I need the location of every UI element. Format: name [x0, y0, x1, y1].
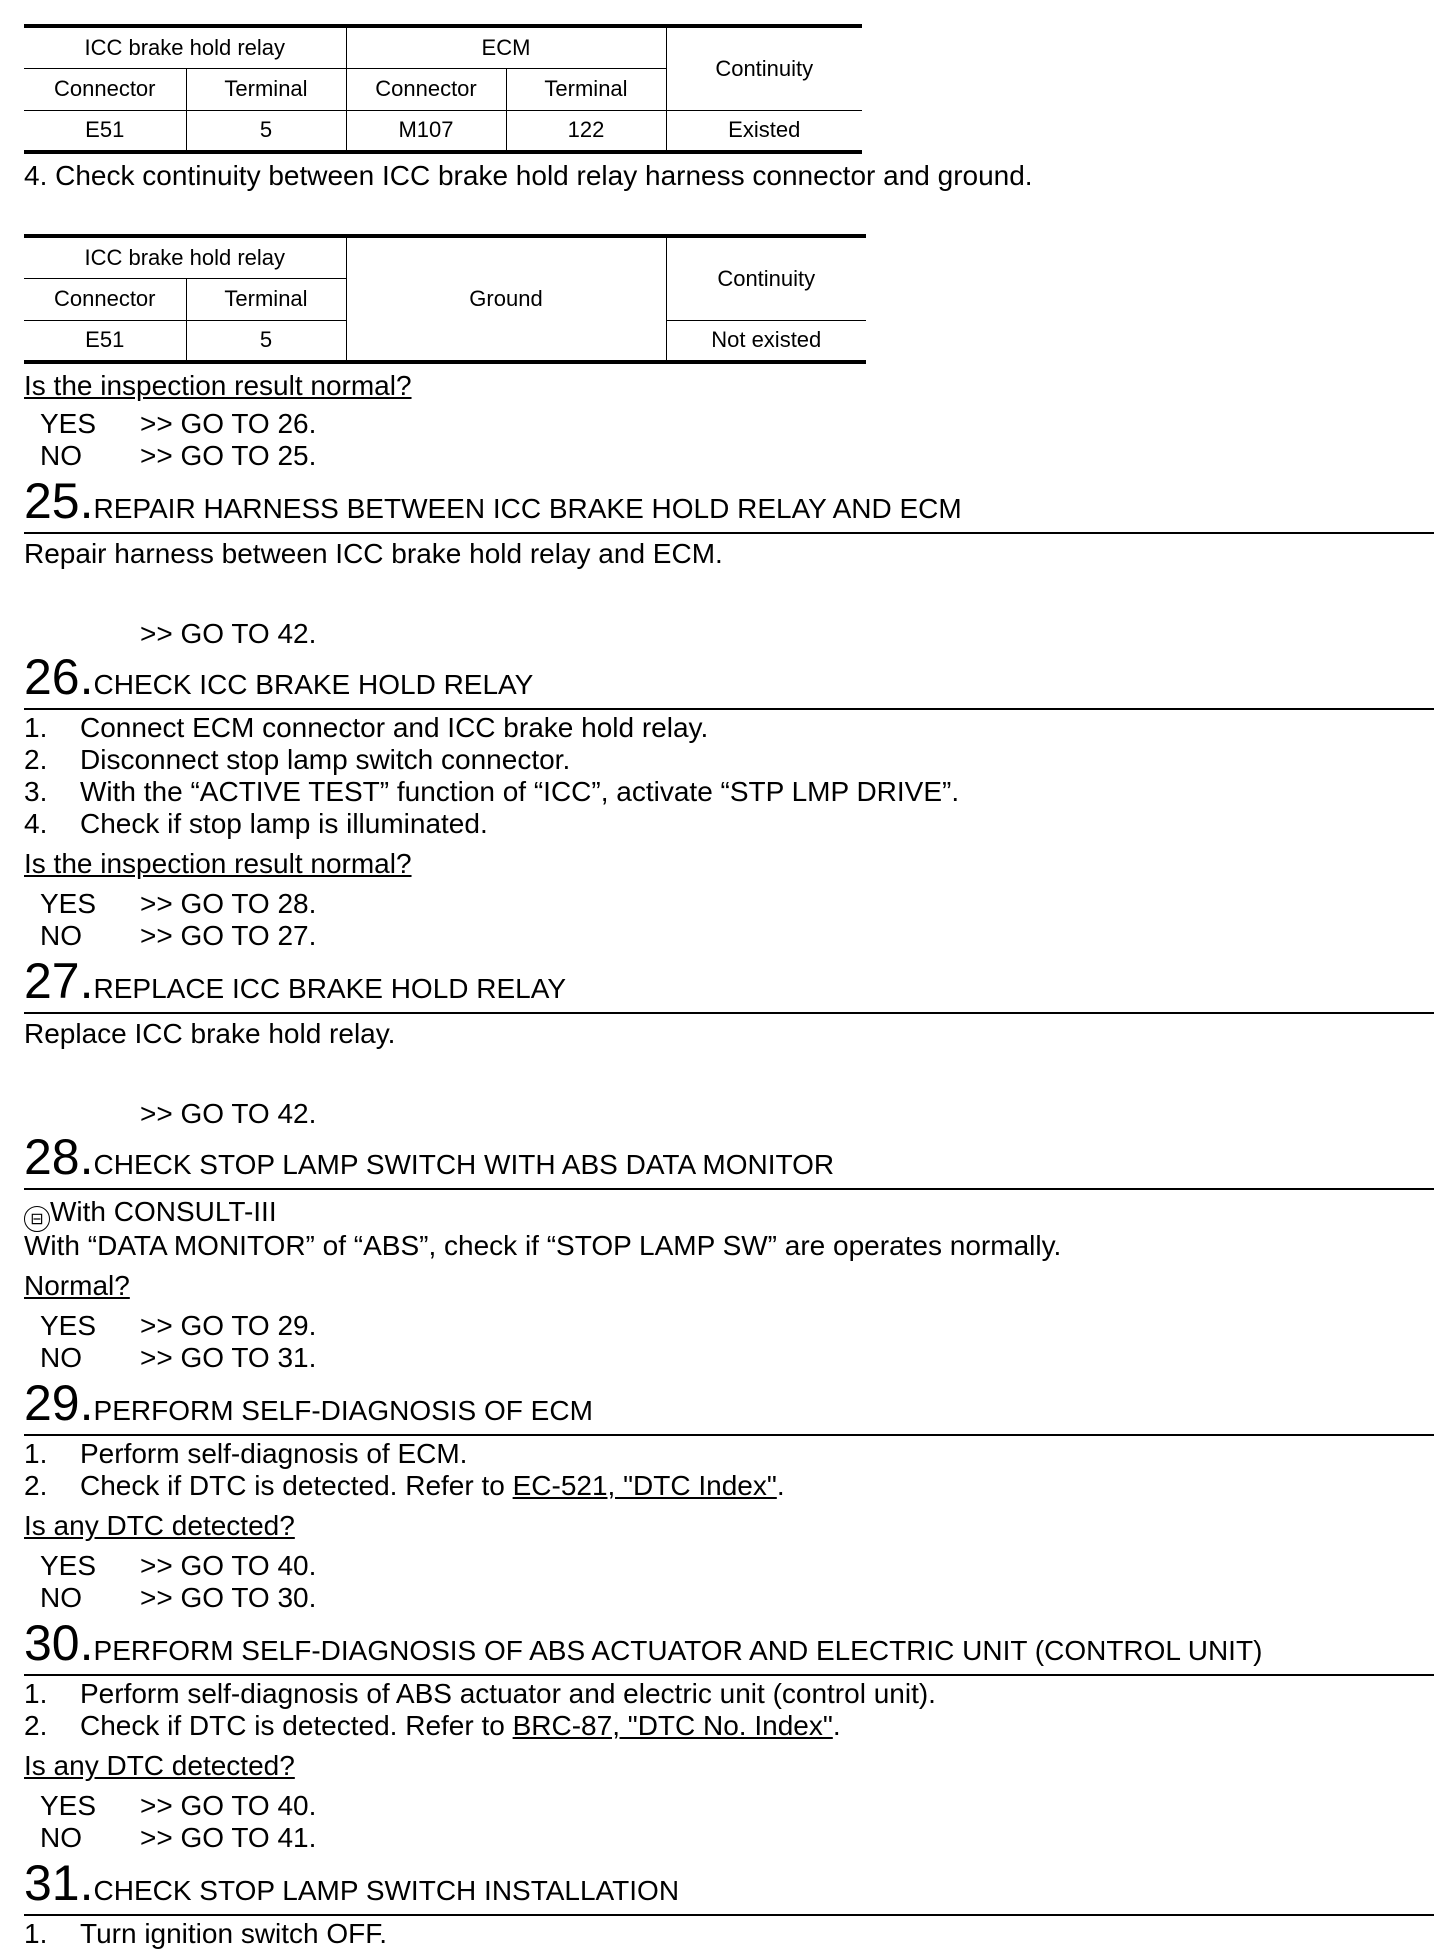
inspection-question: Is the inspection result normal?: [24, 848, 412, 879]
answer-yes: YES >> GO TO 40.: [40, 1550, 317, 1581]
dtc-question: Is any DTC detected?: [24, 1750, 295, 1781]
consult-icon: ⊟: [24, 1206, 50, 1232]
answer-yes: YES >> GO TO 40.: [40, 1790, 317, 1821]
divider: [24, 1674, 1434, 1676]
list-item: 2. Disconnect stop lamp switch connector.: [24, 744, 571, 775]
step-31-heading: 31.CHECK STOP LAMP SWITCH INSTALLATION: [24, 1855, 680, 1911]
cell-connector: E51: [24, 110, 186, 152]
divider: [24, 1434, 1434, 1436]
header-terminal: Terminal: [186, 278, 346, 320]
reference-link[interactable]: BRC-87, "DTC No. Index": [512, 1710, 833, 1741]
answer-no: NO >> GO TO 31.: [40, 1342, 317, 1373]
step-4-instruction: 4. Check continuity between ICC brake hold relay harness connector and ground.: [24, 160, 1033, 191]
step-25-heading: 25.REPAIR HARNESS BETWEEN ICC BRAKE HOLD RELAY AND ECM: [24, 473, 962, 529]
list-item: 1. Connect ECM connector and ICC brake hold relay.: [24, 712, 709, 743]
step-25-goto: >> GO TO 42.: [140, 618, 317, 649]
header-connector: Connector: [346, 68, 506, 110]
list-item: 2. Check if DTC is detected. Refer to EC-521, "DTC Index".: [24, 1470, 785, 1501]
step-27-heading: 27.REPLACE ICC BRAKE HOLD RELAY: [24, 953, 567, 1009]
answer-no: NO >> GO TO 25.: [40, 440, 317, 471]
divider: [24, 532, 1434, 534]
dtc-question: Is any DTC detected?: [24, 1510, 295, 1541]
step-27-goto: >> GO TO 42.: [140, 1098, 317, 1129]
list-item: 2. Check if DTC is detected. Refer to BRC-87, "DTC No. Index".: [24, 1710, 841, 1741]
answer-no: NO >> GO TO 30.: [40, 1582, 317, 1613]
cell-terminal: 5: [186, 110, 346, 152]
cell-connector: E51: [24, 320, 186, 362]
header-terminal: Terminal: [506, 68, 666, 110]
list-item: 1. Turn ignition switch OFF.: [24, 1918, 388, 1949]
answer-no: NO >> GO TO 27.: [40, 920, 317, 951]
list-item: 3. With the “ACTIVE TEST” function of “ICC”, activate “STP LMP DRIVE”.: [24, 776, 960, 807]
divider: [24, 1914, 1434, 1916]
header-continuity: Continuity: [666, 26, 862, 110]
continuity-table-relay-ecm: [24, 24, 862, 154]
list-item: 1. Perform self-diagnosis of ECM.: [24, 1438, 468, 1469]
cell-continuity: Not existed: [666, 320, 866, 362]
step-28-heading: 28.CHECK STOP LAMP SWITCH WITH ABS DATA MONITOR: [24, 1129, 835, 1185]
answer-yes: YES >> GO TO 28.: [40, 888, 317, 919]
answer-yes: YES >> GO TO 29.: [40, 1310, 317, 1341]
cell-terminal: 122: [506, 110, 666, 152]
header-continuity: Continuity: [666, 236, 866, 320]
inspection-question: Is the inspection result normal?: [24, 370, 412, 401]
header-terminal: Terminal: [186, 68, 346, 110]
consult-line: ⊟ With CONSULT-III: [24, 1196, 277, 1232]
header-icc-brake-hold-relay: ICC brake hold relay: [24, 236, 346, 278]
step-30-heading: 30.PERFORM SELF-DIAGNOSIS OF ABS ACTUATOR AND ELECTRIC UNIT (CONTROL UNIT): [24, 1615, 1263, 1671]
continuity-table-relay-ground: [24, 234, 866, 364]
header-ecm: ECM: [346, 26, 666, 68]
step-29-heading: 29.PERFORM SELF-DIAGNOSIS OF ECM: [24, 1375, 593, 1431]
step-27-body: Replace ICC brake hold relay.: [24, 1018, 396, 1049]
header-icc-brake-hold-relay: ICC brake hold relay: [24, 26, 346, 68]
divider: [24, 1012, 1434, 1014]
header-connector: Connector: [24, 278, 186, 320]
answer-yes: YES >> GO TO 26.: [40, 408, 317, 439]
reference-link[interactable]: EC-521, "DTC Index": [512, 1470, 777, 1501]
header-ground: Ground: [346, 236, 666, 362]
cell-connector: M107: [346, 110, 506, 152]
list-item: 1. Perform self-diagnosis of ABS actuator and electric unit (control unit).: [24, 1678, 936, 1709]
step-26-heading: 26.CHECK ICC BRAKE HOLD RELAY: [24, 649, 534, 705]
normal-question: Normal?: [24, 1270, 130, 1301]
step-25-body: Repair harness between ICC brake hold relay and ECM.: [24, 538, 723, 569]
divider: [24, 1188, 1434, 1190]
header-connector: Connector: [24, 68, 186, 110]
list-item: 4. Check if stop lamp is illuminated.: [24, 808, 488, 839]
cell-terminal: 5: [186, 320, 346, 362]
answer-no: NO >> GO TO 41.: [40, 1822, 317, 1853]
divider: [24, 708, 1434, 710]
cell-continuity: Existed: [666, 110, 862, 152]
step-28-body: With “DATA MONITOR” of “ABS”, check if “STOP LAMP SW” are operates normally.: [24, 1230, 1062, 1261]
